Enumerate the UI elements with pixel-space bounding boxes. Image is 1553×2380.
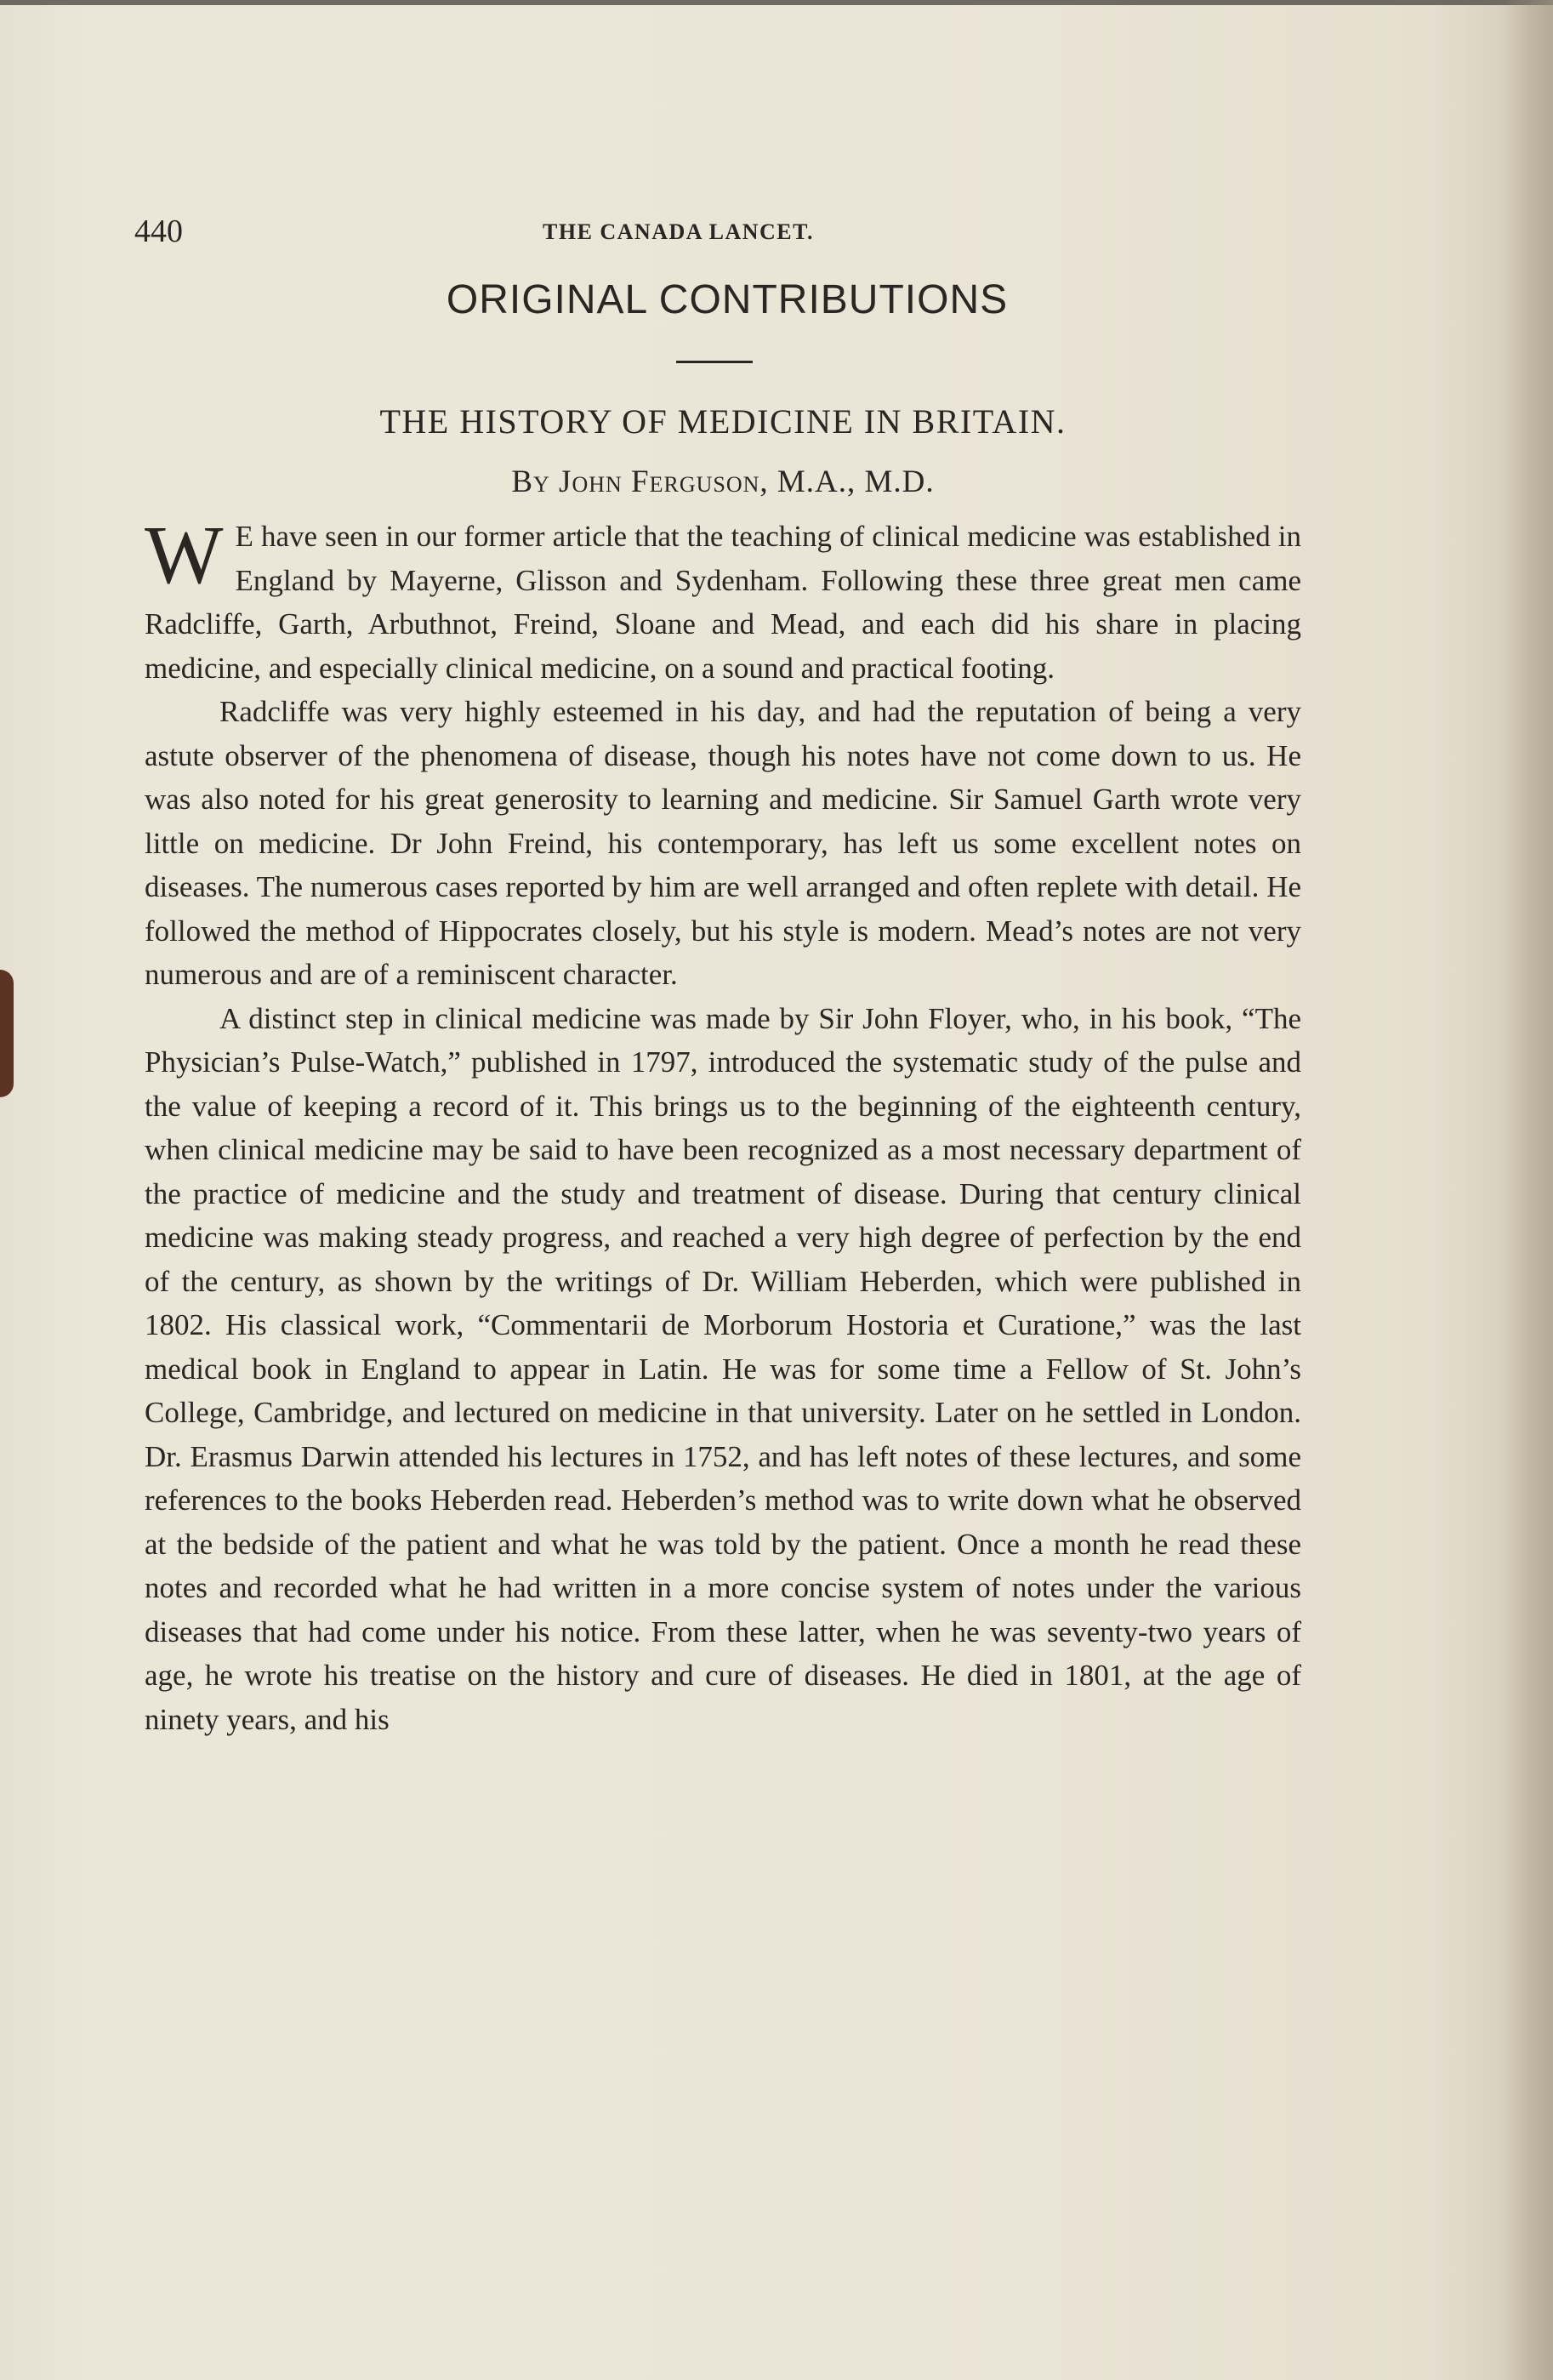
paragraph [145,510,1301,690]
journal-title: THE CANADA LANCET. [543,219,815,244]
article-title: THE HISTORY OF MEDICINE IN BRITAIN. [379,402,1067,441]
section-title: ORIGINAL CONTRIBUTIONS [446,277,1009,322]
paragraph: A distinct step in clinical medicine was made by Sir John Floyer, who, in his book, “The Physician’s Pulse-Watch,” published in 1797, introduced the systematic study of the pulse and the value of keeping a record of it. This brings us to the beginning of the eighteenth century, when clinical medicine may be said to have been recognized as a most necessary department of the practice of medicine and the study and treatment of disease. During that century clinical medicine was making steady progress, and reached a very high degree of perfection by the end of the century, as shown by the writings of Dr. William Heberden, which were published in 1802. His classical work, “Commentarii de Morborum Hostoria et Curatione,” was the last medical book in England to appear in Latin. He was for some time a Fellow of St. John’s College, Cambridge, and lectured on medicine in that university. Later on he settled in London. Dr. Erasmus Darwin attended his lectures in 1752, and has left notes of these lectures, and some references to the books Heberden read. Heberden’s method was to write down what he observed at the bedside of the patient and what he was told by the patient. Once a month he read these notes and recorded what he had written in a more concise system of notes under the various diseases that had come under his notice. From these latter, when he was seventy-two years of age, he wrote his treatise on the history and cure of diseases. He died in 1801, at the age of ninety years, and his [145,1001,1301,1736]
binding-shadow [1502,0,1553,2380]
article-body [145,510,1301,1741]
title-rule [676,361,753,363]
paragraph: Radcliffe was very highly esteemed in his day, and had the reputation of being a very astute observer of the phenomena of disease, though his notes have not come down to us. He was also noted for his great generosity to learning and medicine. Sir Samuel Garth wrote very little on medicine. Dr John Freind, his contemporary, has left us some excellent notes on diseases. The numerous cases reported by him are well arranged and often replete with detail. He followed the method of Hippocrates closely, but his style is modern. Mead’s notes are not very numerous and are of a reminiscent character. [145,695,1301,991]
page-number: 440 [134,214,183,249]
drop-cap: W [145,510,224,601]
byline: By John Ferguson, M.A., M.D. [511,464,935,499]
page-edge-tab [0,970,14,1097]
page-top-edge [0,0,1553,5]
paragraph-text: E have seen in our former article that the teaching of clinical medicine was established in England by Mayerne, Glisson and Sydenham. Following these three great men came Radcliffe, Garth, Arbuthnot, Freind, Sloane and Mead, and each did his share in placing medicine, and especially clinical medicine, on a sound and practical footing. [145,520,1301,685]
running-head [134,213,1308,255]
